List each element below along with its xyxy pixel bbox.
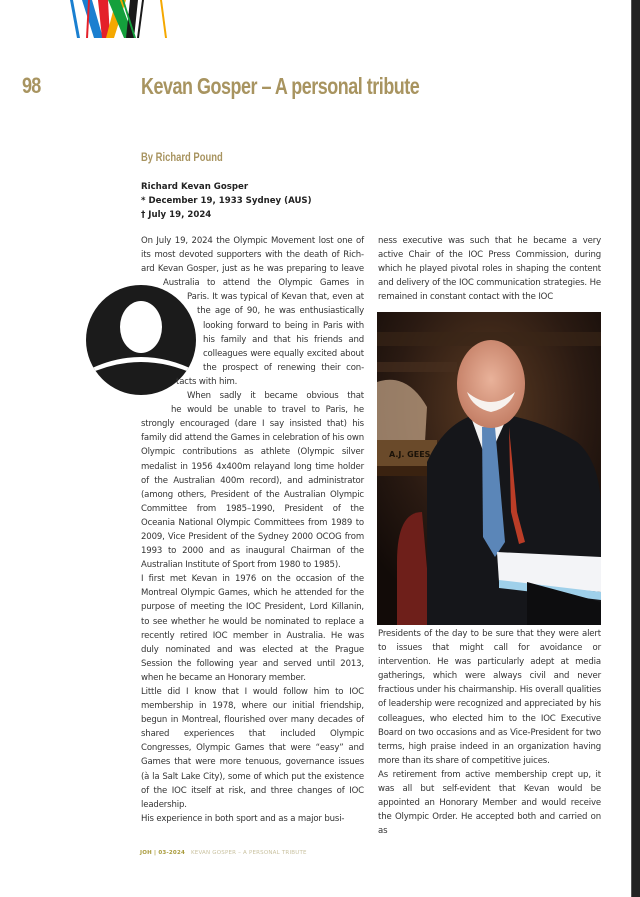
intro-line: the prospect of renewing their con- [203,362,364,373]
portrait-photo [377,312,601,625]
bio-name: Richard Kevan Gosper [141,182,249,192]
intro-line: Paris. It was typical of Kevan that, even at [187,292,364,303]
bio-born: * December 19, 1933 Sydney (AUS) [141,196,312,206]
intro-line: tacts with him. [176,376,238,387]
article-column-right-lower [378,627,601,838]
bio-block [141,180,312,222]
paragraph-7: As retirement from active membership crept up, it was all but self-evident that Kevan would be appointed an Honorary Member and would receive the Olympic Order. He accepted both and carried on as [378,769,601,837]
article-column-left [141,234,364,826]
page-number: 98 [22,73,41,98]
intro-line: On July 19, 2024 the Olympic Movement lost one of [141,236,364,246]
page-footer [140,850,307,856]
intro-line: ard Kevan Gosper, just as he was preparing to leave [141,264,364,275]
article-title: Kevan Gosper – A personal tribute [141,73,420,99]
paragraph-5: ness executive was such that he became a very active Chair of the IOC Press Commission, during which he played pivotal roles in shaping the content and delivery of the IOC communication strategies. He remained in constant contact with the IOC [378,236,601,303]
author-byline: By Richard Pound [141,152,223,164]
paragraph-4: His experience in both sport and as a major busi- [141,813,345,824]
intro-line: he would be unable to travel to Paris, he [171,405,364,416]
intro-line: Australia to attend the Olympic Games in [163,278,364,289]
intro-line: the age of 90, he was enthusiastically [197,306,364,317]
intro-line: colleagues were equally excited about [203,348,364,359]
footer-section: KEVAN GOSPER – A PERSONAL TRIBUTE [190,850,307,856]
intro-line: its most devoted supporters with the death of Rich- [141,250,364,261]
intro-line: looking forward to being in Paris with [203,320,364,331]
paragraph-6: Presidents of the day to be sure that they were alert to issues that might call for avoidance or intervention. He was particularly adept at media gatherings, which were always civil and never fractious under his chairmanship. His overall qualities of leadership were recognized and appreciated by his colleagues, who elected him to the IOC Executive Board on two occasions and as Vice-President for two terms, high praise indeed in an organization having more than its share of competitive juices. [378,629,601,766]
olympic-stripes-logo [68,0,208,38]
intro-line: When sadly it became obvious that [187,391,364,402]
bio-died: † July 19, 2024 [141,210,212,220]
portrait-photo-image [377,312,601,625]
viewer-edge-bar [631,0,640,897]
article-column-right [378,234,601,304]
footer-journal: JOH | 03-2024 [140,850,186,856]
nameplate-text: A.J. GEES [389,450,431,459]
paragraph-1: strongly encouraged (dare I say insisted that) his family did attend the Games in celebration of his own Olympic contributions as athlete (Olympic silver medalist in 1956 4x400m relayand long time holder of the Australian 400m record), and administrator (among others, President of the Australian Olympic Committee from 1985–1990, President of the Oceania National Olympic Committees from 1989 to 2009, Vice President of the Sydney 2000 OCOG from 1993 to 2000 and as inaugural Chairman of the Australian Institute of Sport from 1980 to 1985). [141,419,364,571]
paragraph-3: Little did I know that I would follow him to IOC membership in 1978, where our initial friendship, begun in Montreal, flourished over many decades of shared experiences that included Olympic Congresses, Olympic Games that were “easy” and Games that were more tenuous, governance issues (à la Salt Lake City), some of which put the existence of the IOC itself at risk, and three changes of IOC leadership. [141,687,364,810]
indented-intro [141,234,364,417]
paragraph-2: I first met Kevan in 1976 on the occasion of the Montreal Olympic Games, which he attended for the purpose of meeting the IOC President, Lord Killanin, to see whether he would be nominated to replace a recently retired IOC member in Australia. He was duly nominated and was elected at the Prague Session the following year and served until 2013, when he became an Honorary member. [141,574,364,683]
intro-line: his family and that his friends and [203,334,364,345]
